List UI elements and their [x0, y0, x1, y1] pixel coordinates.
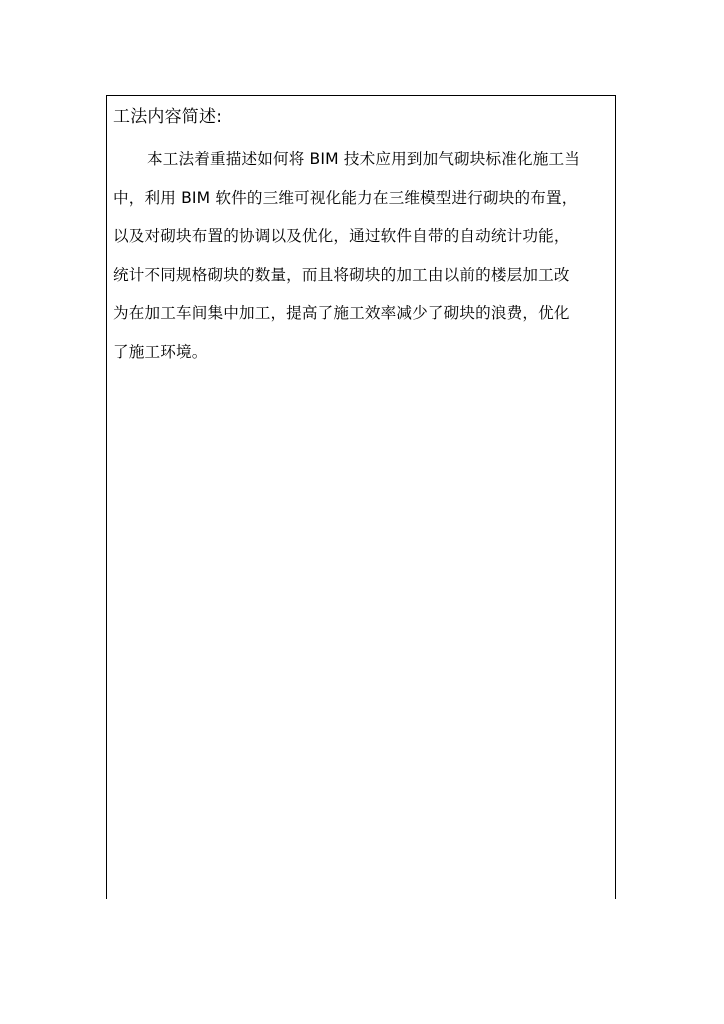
body-paragraph — [113, 140, 613, 371]
document-table-cell — [106, 95, 616, 899]
paragraph-line: 统计不同规格砌块的数量，而且将砌块的加工由以前的楼层加工改 — [113, 265, 570, 284]
section-heading: 工法内容简述: — [113, 107, 223, 127]
paragraph-line: 为在加工车间集中加工，提高了施工效率减少了砌块的浪费，优化 — [113, 304, 570, 322]
paragraph-line: 本工法着重描述如何将 BIM 技术应用到加气砌块标准化施工当 — [147, 150, 581, 168]
paragraph-line: 了施工环境。 — [113, 342, 208, 361]
paragraph-line: 中，利用 BIM 软件的三维可视化能力在三维模型进行砌块的布置， — [113, 188, 578, 207]
paragraph-line: 以及对砌块布置的协调以及优化，通过软件自带的自动统计功能， — [113, 227, 570, 245]
